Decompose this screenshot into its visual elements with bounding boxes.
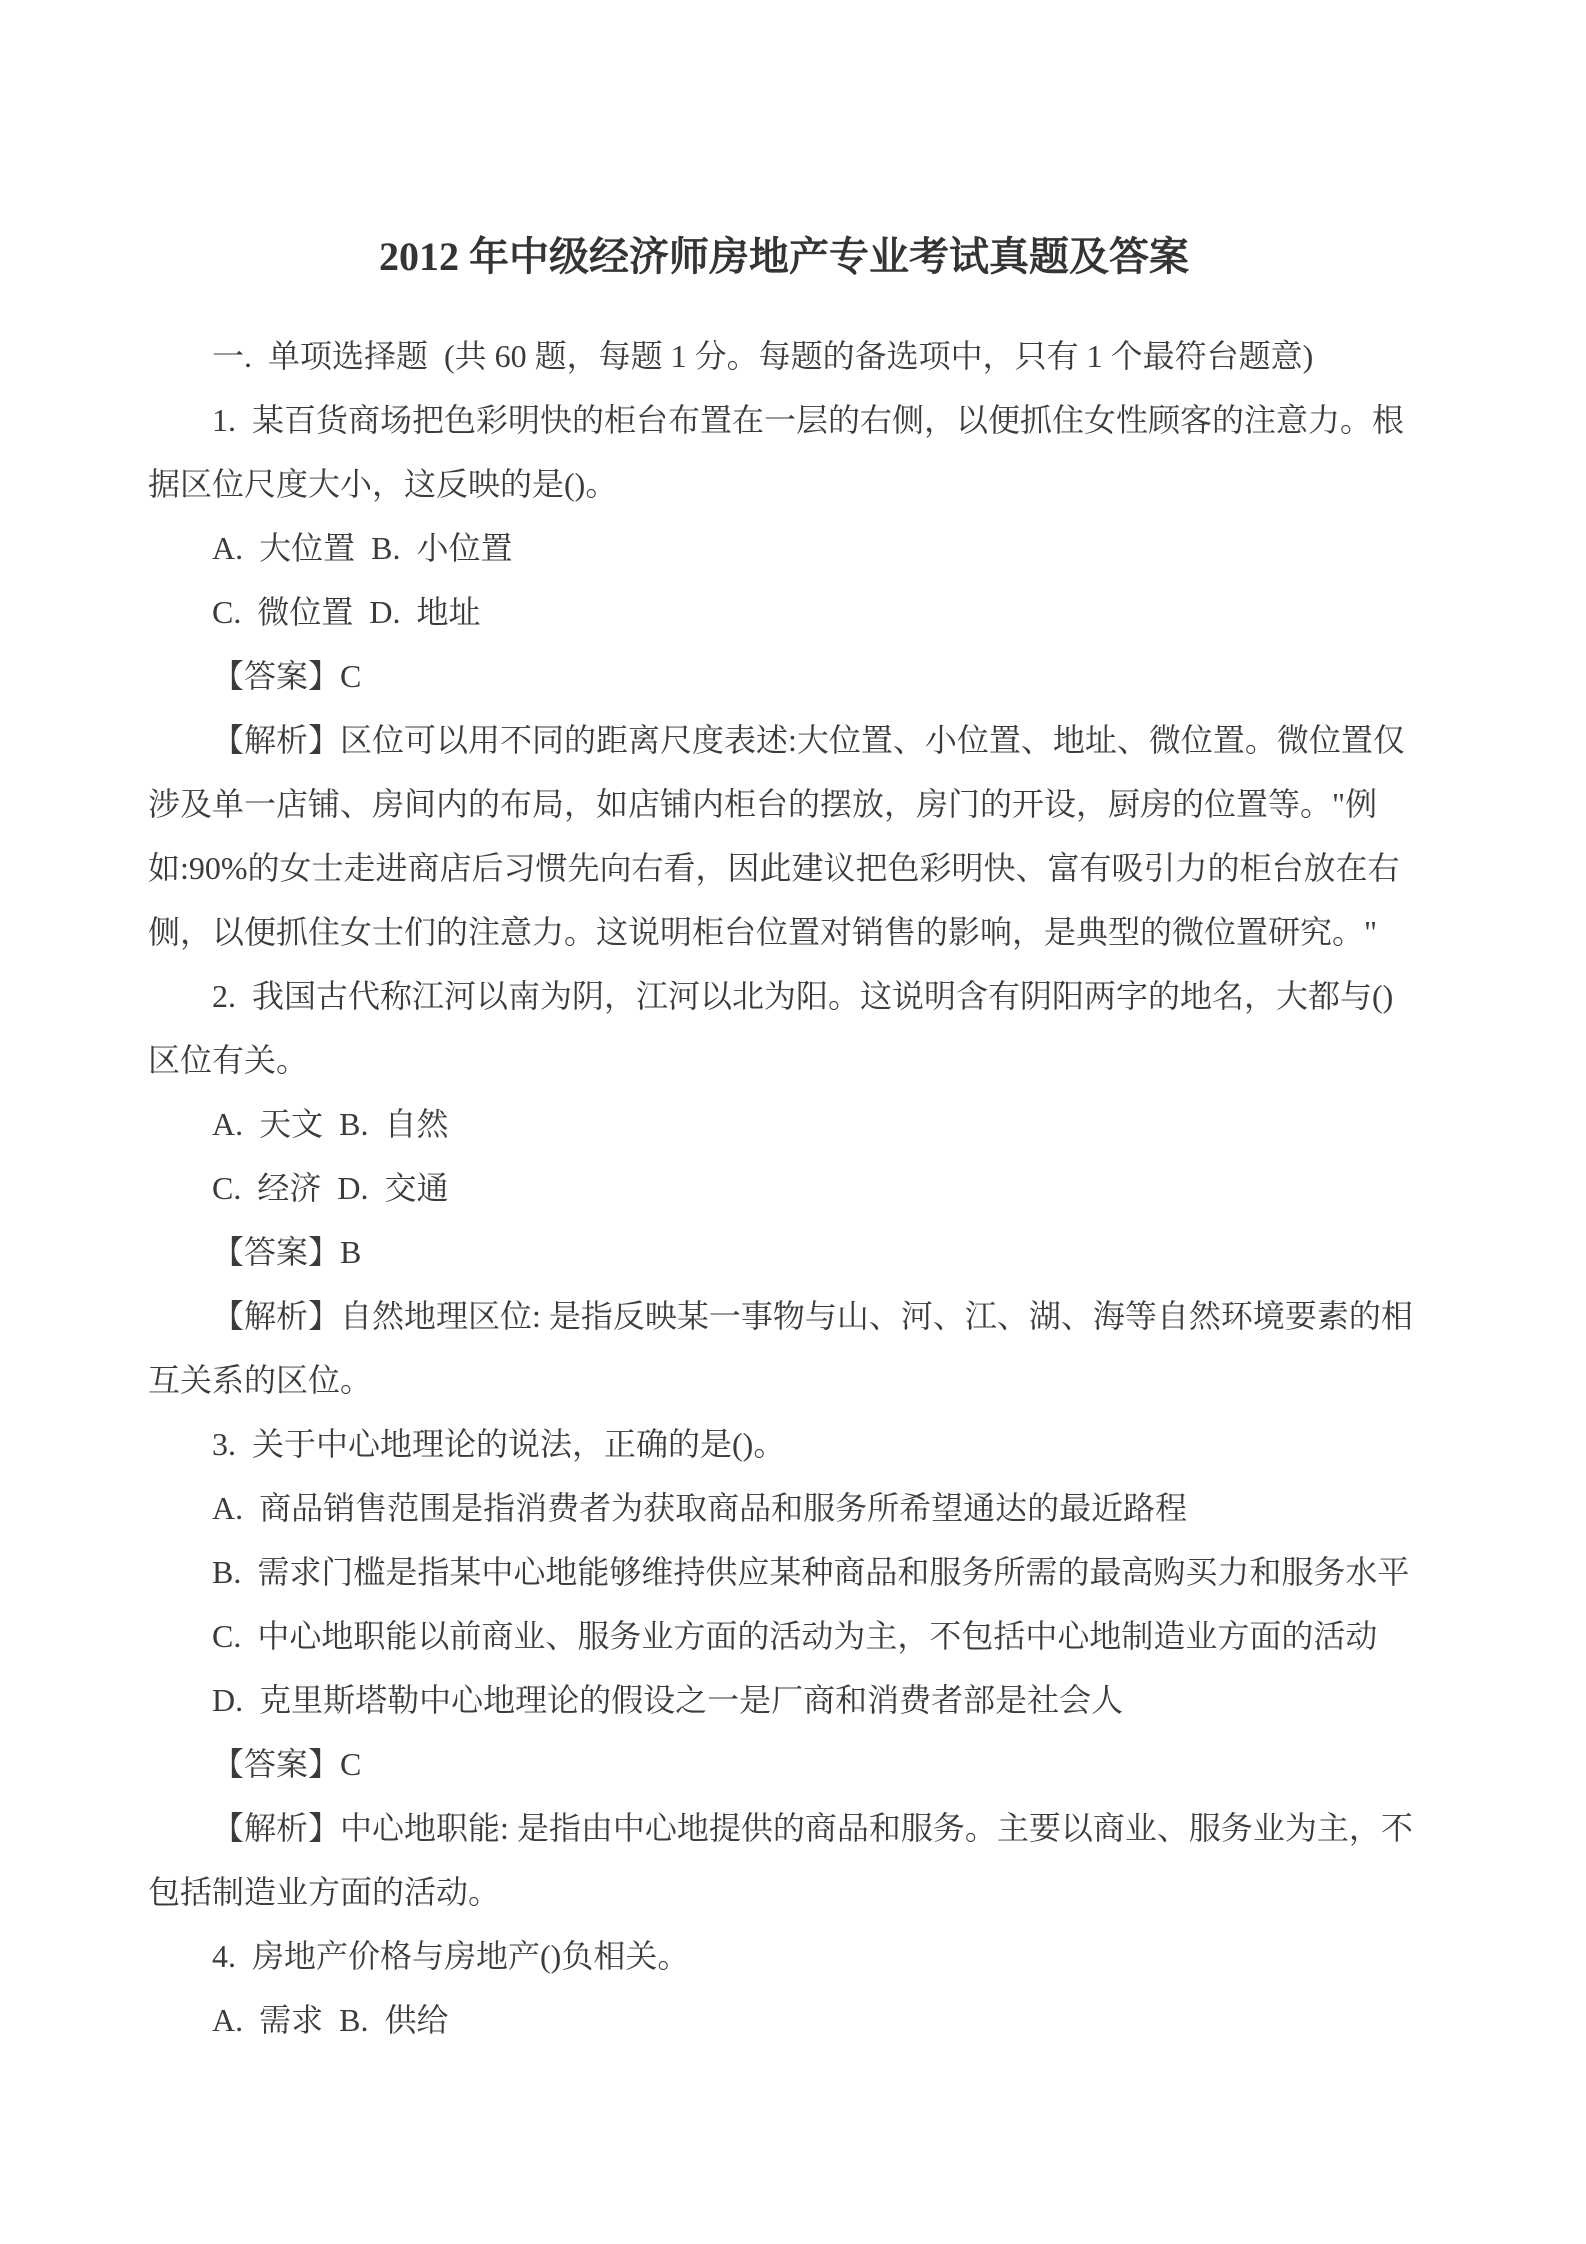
- answer-line: 【答案】B: [212, 1234, 362, 1270]
- analysis-paragraph: 【解析】区位可以用不同的距离尺度表述:大位置、小位置、地址、微位置。微位置仅涉及单一店铺、房间内的布局，如店铺内柜台的摆放，房门的开设，厨房的位置等。"例如:90%的女士走进商店后习惯先向右看，因此建议把色彩明快、富有吸引力的柜台放在右侧，以便抓住女士们的注意力。这说明柜台位置对销售的影响，是典型的微位置研究。": [148, 722, 1405, 950]
- question-4: [148, 1924, 1420, 2052]
- option-line: A. 商品销售范围是指消费者为获取商品和服务所希望通达的最近路程: [212, 1490, 1188, 1526]
- analysis-paragraph: 【解析】中心地职能: 是指由中心地提供的商品和服务。主要以商业、服务业为主，不包括制造业方面的活动。: [148, 1810, 1413, 1910]
- question-stem: 1. 某百货商场把色彩明快的柜台布置在一层的右侧，以便抓住女性顾客的注意力。根据区位尺度大小，这反映的是()。: [148, 402, 1405, 502]
- option-line: C. 中心地职能以前商业、服务业方面的活动为主，不包括中心地制造业方面的活动: [212, 1618, 1378, 1654]
- option-line: D. 克里斯塔勒中心地理论的假设之一是厂商和消费者部是社会人: [212, 1682, 1124, 1718]
- question-3: [148, 1412, 1420, 1924]
- option-line: C. 经济 D. 交通: [212, 1170, 449, 1206]
- answer-line: 【答案】C: [212, 1746, 362, 1782]
- option-line: A. 大位置 B. 小位置: [212, 530, 513, 566]
- answer-line: 【答案】C: [212, 658, 362, 694]
- question-2: [148, 964, 1420, 1412]
- analysis-paragraph: 【解析】自然地理区位: 是指反映某一事物与山、河、江、湖、海等自然环境要素的相互关系的区位。: [148, 1298, 1413, 1398]
- option-line: A. 天文 B. 自然: [212, 1106, 449, 1142]
- question-stem: 4. 房地产价格与房地产()负相关。: [212, 1938, 690, 1974]
- question-1: [148, 388, 1420, 964]
- option-line: A. 需求 B. 供给: [212, 2002, 449, 2038]
- question-stem: 3. 关于中心地理论的说法，正确的是()。: [212, 1426, 786, 1462]
- option-line: C. 微位置 D. 地址: [212, 594, 481, 630]
- page-title: 2012 年中级经济师房地产专业考试真题及答案: [379, 234, 1189, 279]
- question-stem: 2. 我国古代称江河以南为阴，江河以北为阳。这说明含有阴阳两字的地名，大都与()区位有关。: [148, 978, 1394, 1078]
- section-header: 一. 单项选择题 (共 60 题，每题 1 分。每题的备选项中，只有 1 个最符台题意): [212, 338, 1314, 374]
- option-line: B. 需求门槛是指某中心地能够维持供应某种商品和服务所需的最高购买力和服务水平: [212, 1554, 1410, 1590]
